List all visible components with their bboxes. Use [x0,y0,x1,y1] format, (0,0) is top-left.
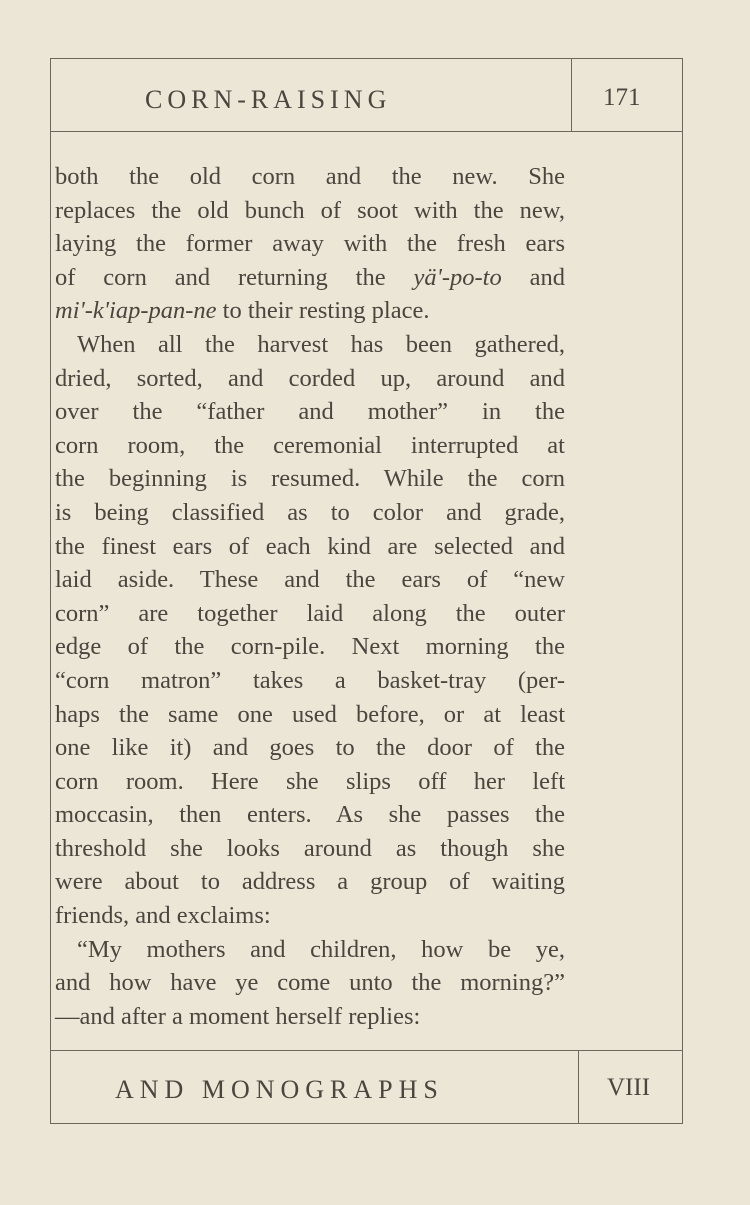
body-text [55,160,565,1033]
series-title: AND MONOGRAPHS [115,1075,444,1104]
text-line: dried, sorted, and corded up, around and [55,364,565,392]
text-line: —and after a moment herself replies: [55,1002,421,1030]
text-line: the beginning is resumed. While the corn [55,465,565,493]
text-segment: to their resting place. [216,297,430,325]
volume-number: VIII [607,1074,651,1101]
text-line: When all the harvest has been gathered, [77,330,565,358]
italic-term: mi'-k'iap-pan-ne [55,297,217,325]
text-line: haps the same one used before, or at least [55,700,565,728]
text-line: one like it) and goes to the door of the [55,734,565,762]
text-line: corn room, the ceremonial interrupted at [55,431,565,459]
text-line: “My mothers and children, how be ye, [77,935,565,963]
text-line: both the old corn and the new. She [55,163,565,190]
text-line: edge of the corn-pile. Next morning the [55,633,565,661]
text-line [55,261,565,295]
running-title: CORN-RAISING [145,85,392,114]
text-line: and how have ye come unto the morning?” [55,969,565,997]
text-line: friends, and exclaims: [55,902,271,930]
text-line: replaces the old bunch of soot with the new, [55,196,565,224]
footer-divider [50,1050,683,1051]
text-segment: and [501,263,565,291]
text-line: laying the former away with the fresh ears [55,230,565,258]
italic-term: yä'-po-to [413,263,502,291]
text-line: “corn matron” takes a basket-tray (per- [55,666,565,694]
footer-column-divider [578,1050,579,1124]
header-divider [50,131,683,132]
text-line: were about to address a group of waiting [55,868,565,896]
text-line: the finest ears of each kind are selected and [55,532,565,560]
header-column-divider [571,58,572,132]
text-line: over the “father and mother” in the [55,398,565,426]
text-line: moccasin, then enters. As she passes the [55,801,565,829]
text-segment: of corn and returning the [55,263,414,291]
text-line: threshold she looks around as though she [55,834,565,862]
text-line: corn room. Here she slips off her left [55,767,565,795]
text-line: laid aside. These and the ears of “new [55,566,565,594]
page-number: 171 [603,84,641,111]
text-line: is being classified as to color and grade, [55,498,565,526]
text-line: corn” are together laid along the outer [55,599,565,627]
text-line [55,294,565,328]
